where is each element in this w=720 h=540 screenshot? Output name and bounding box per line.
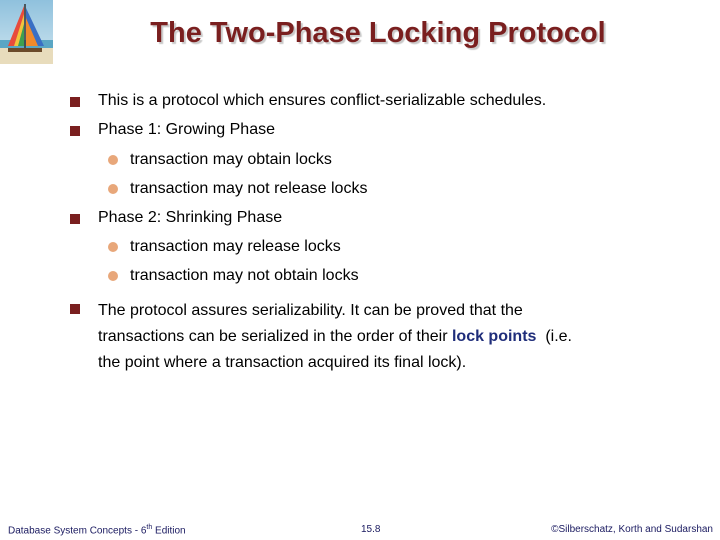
footer-book-title-pre: Database System Concepts - 6 [8,525,147,537]
sub-bullet-item: transaction may obtain locks [130,151,332,168]
circle-bullet-icon [108,271,118,281]
footer-book-title [8,524,186,536]
bullet-item-phase1: Phase 1: Growing Phase [98,121,275,138]
footer-slide-number: 15.8 [361,524,381,535]
lock-points-term: lock points [451,328,537,345]
closing-paragraph [98,298,658,376]
circle-bullet-icon [108,242,118,252]
square-bullet-icon [70,97,80,107]
sub-bullet-item: transaction may not release locks [130,180,368,197]
closing-line-2 [98,324,658,350]
footer-copyright: ©Silberschatz, Korth and Sudarshan [551,524,713,535]
closing-line-3: the point where a transaction acquired its final lock). [98,354,467,371]
sub-bullet-item: transaction may release locks [130,238,341,255]
square-bullet-icon [70,304,80,314]
square-bullet-icon [70,214,80,224]
closing-line-2-pre: transactions can be serialized in the order of their [98,328,452,345]
bullet-item-intro: This is a protocol which ensures conflict-serializable schedules. [98,92,547,109]
footer-book-title-post: Edition [152,525,186,537]
square-bullet-icon [70,126,80,136]
circle-bullet-icon [108,184,118,194]
slide-title: The Two-Phase Locking Protocol [150,17,606,49]
circle-bullet-icon [108,155,118,165]
sub-bullet-item: transaction may not obtain locks [130,267,359,284]
bullet-item-phase2: Phase 2: Shrinking Phase [98,209,283,226]
closing-line-1: The protocol assures serializability. It can be proved that the [98,302,523,319]
footer-book-title-sup: th [146,524,153,531]
closing-line-2-post: (i.e. [536,328,572,345]
